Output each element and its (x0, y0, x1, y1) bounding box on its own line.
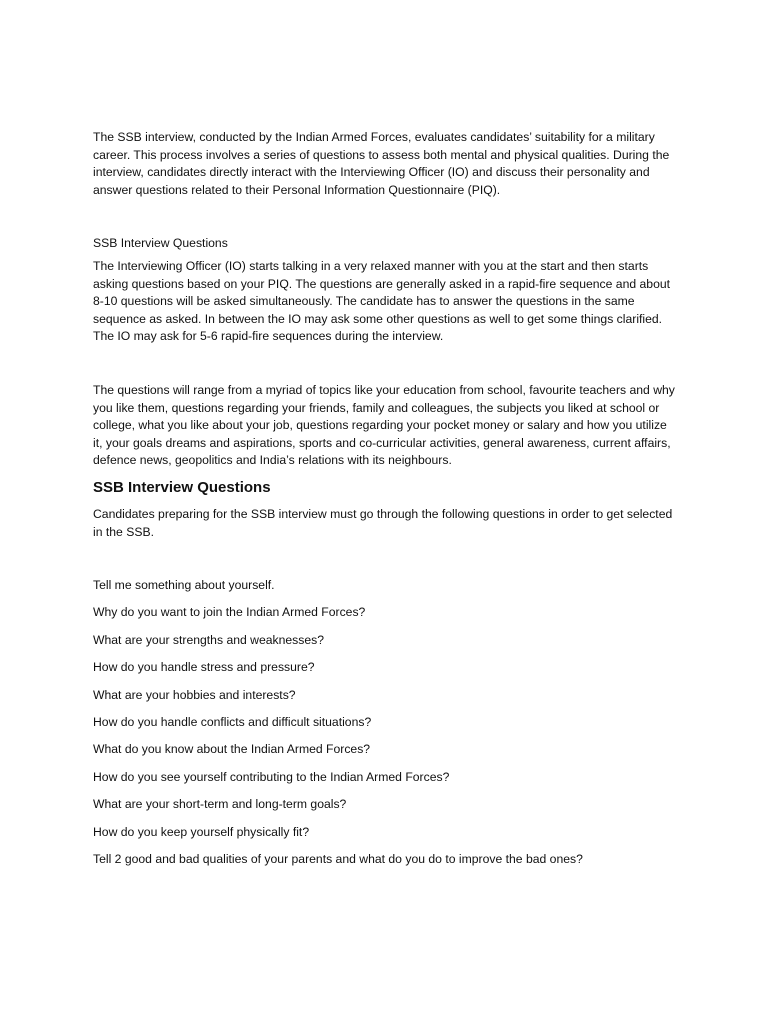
question-item: How do you handle stress and pressure? (93, 660, 315, 675)
question-item: How do you keep yourself physically fit? (93, 824, 310, 839)
topics-paragraph: The questions will range from a myriad of topics like your education from school, favourite teachers and why you like them, questions regarding your friends, family and colleagues, the subjects you liked at school or college, what you like about your job, questions regarding your pocket money or salary and how you utilize it, your goals dreams and aspirations, sports and co-curricular activities, general awareness, current affairs, defence news, geopolitics and India’s relations with its neighbours. (93, 382, 675, 468)
subheading-text: SSB Interview Questions (93, 236, 228, 251)
question-item: How do you handle conflicts and difficult situations? (93, 715, 372, 730)
question-item: Tell 2 good and bad qualities of your parents and what do you do to improve the bad ones? (93, 852, 583, 866)
question-item: What are your hobbies and interests? (93, 687, 296, 702)
question-item: What do you know about the Indian Armed Forces? (93, 742, 371, 757)
question-item: Why do you want to join the Indian Armed Forces? (93, 605, 366, 620)
process-paragraph: The Interviewing Officer (IO) starts talking in a very relaxed manner with you at the start and then starts asking questions based on your PIQ. The questions are generally asked in a rapid-fire sequence and about 8-10 questions will be asked simultaneously. The candidate has to answer the questions in the same sequence as asked. In between the IO may ask some other questions as well to get some things clarified. The IO may ask for 5-6 rapid-fire sequences during the interview. (93, 258, 671, 344)
question-item: How do you see yourself contributing to the Indian Armed Forces? (93, 769, 450, 784)
question-item: What are your strengths and weaknesses? (93, 632, 325, 647)
questions-list (93, 577, 678, 869)
question-item: What are your short-term and long-term goals? (93, 797, 347, 812)
section-intro-paragraph: Candidates preparing for the SSB interview must go through the following questions in order to get selected in the SSB. (93, 506, 673, 539)
intro-paragraph: The SSB interview, conducted by the Indian Armed Forces, evaluates candidates’ suitability for a military career. This process involves a series of questions to assess both mental and physical qualities. During the interview, candidates directly interact with the Interviewing Officer (IO) and discuss their personality and answer questions related to their Personal Information Questionnaire (PIQ). (93, 130, 670, 197)
question-item: Tell me something about yourself. (93, 578, 275, 593)
document-body (93, 129, 678, 878)
section-heading: SSB Interview Questions (93, 478, 271, 496)
